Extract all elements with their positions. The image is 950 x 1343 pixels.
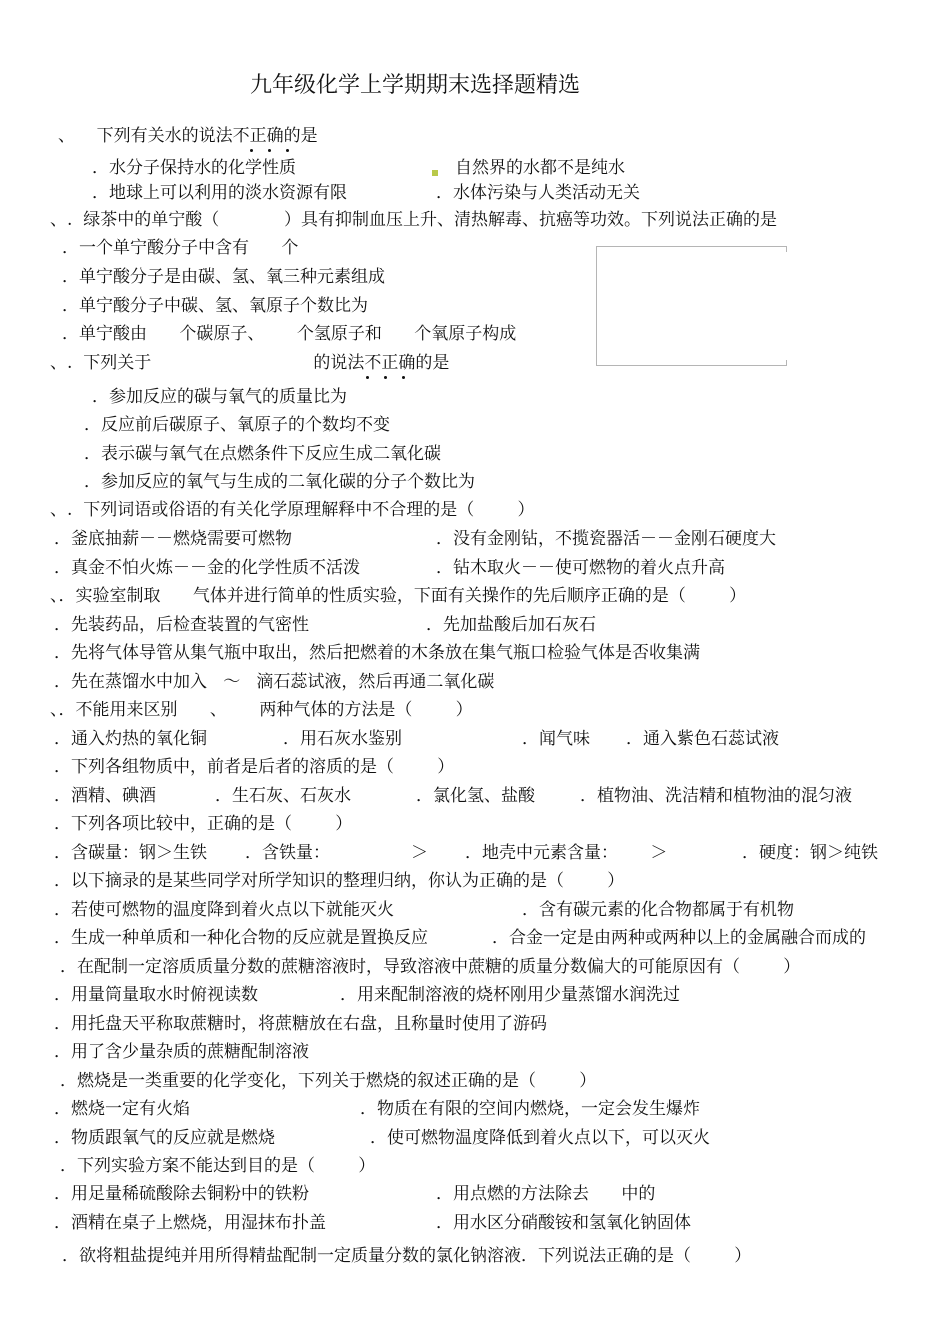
question-13: ．欲将粗盐提纯并用所得精盐配制一定质量分数的氯化钠溶液．下列说法正确的是（ ）: [62, 1246, 752, 1266]
emphasis-dot: [384, 376, 387, 379]
option-12a: ．用足量稀硫酸除去铜粉中的铁粉: [54, 1184, 309, 1204]
option-3c: ．表示碳与氧气在点燃条件下反应生成二氧化碳: [84, 444, 441, 464]
frame-edge: [786, 246, 787, 252]
option-9b: ．含有碳元素的化合物都属于有机物: [522, 900, 794, 920]
option-8c: ．地壳中元素含量： ＞: [465, 843, 668, 863]
emphasis-dot: [402, 376, 405, 379]
highlight-marker: [432, 170, 438, 176]
option-7c: ．氯化氢、盐酸: [416, 786, 535, 806]
emphasis-dot: [286, 149, 289, 152]
option-1d: ．水体污染与人类活动无关: [436, 183, 640, 203]
question-7: ．下列各组物质中，前者是后者的溶质的是（ ）: [54, 757, 455, 777]
option-1b: 自然界的水都不是纯水: [455, 158, 625, 178]
option-3d: ．参加反应的氧气与生成的二氧化碳的分子个数比为: [84, 472, 475, 492]
option-9d: ．合金一定是由两种或两种以上的金属融合而成的: [492, 928, 866, 948]
option-8a: ．含碳量：钢＞生铁: [54, 843, 207, 863]
option-9c: ．生成一种单质和一种化合物的反应就是置换反应: [54, 928, 428, 948]
option-4d: ．钻木取火－－使可燃物的着火点升高: [436, 558, 725, 578]
option-6b: ．用石灰水鉴别: [283, 729, 402, 749]
option-3a: ．参加反应的碳与氧气的质量比为: [92, 387, 347, 407]
option-10b: ．用来配制溶液的烧杯刚用少量蒸馏水润洗过: [340, 985, 680, 1005]
question-3: 、. 下列关于 的说法不正确的是: [50, 353, 450, 373]
emphasis-dot: [250, 149, 253, 152]
option-11d: ．使可燃物温度降低到着火点以下，可以灭火: [370, 1128, 710, 1148]
option-6c: ．闻气味: [522, 729, 590, 749]
option-8d: ．硬度：钢＞纯铁: [742, 843, 878, 863]
option-2c: ．单宁酸分子中碳、氢、氧原子个数比为: [62, 296, 368, 316]
emphasis-dot: [366, 376, 369, 379]
option-6d: ．通入紫色石蕊试液: [626, 729, 779, 749]
question-2: 、. 绿茶中的单宁酸（ ）具有抑制血压上升、清热解毒、抗癌等功效。下列说法正确的是: [50, 210, 778, 230]
option-2d: ．单宁酸由 个碳原子、 个氢原子和 个氧原子构成: [62, 324, 517, 344]
question-1: 、 下列有关水的说法不正确的是: [58, 126, 318, 146]
question-5: 、．实验室制取 气体并进行简单的性质实验，下面有关操作的先后顺序正确的是（ ）: [50, 586, 747, 606]
option-11a: ．燃烧一定有火焰: [54, 1099, 190, 1119]
question-6: 、．不能用来区别 、 两种气体的方法是（ ）: [50, 700, 473, 720]
option-5d: ．先在蒸馏水中加入 ～ 滴石蕊试液，然后再通二氧化碳: [54, 672, 495, 692]
page-title: 九年级化学上学期期末选择题精选: [250, 73, 581, 98]
option-4a: ．釜底抽薪－－燃烧需要可燃物: [54, 529, 292, 549]
option-9a: ．若使可燃物的温度降到着火点以下就能灭火: [54, 900, 394, 920]
option-10a: ．用量筒量取水时俯视读数: [54, 985, 258, 1005]
option-1c: ．地球上可以利用的淡水资源有限: [92, 183, 347, 203]
option-7a: ．酒精、碘酒: [54, 786, 156, 806]
option-5a: ．先装药品，后检查装置的气密性: [54, 615, 309, 635]
frame-edge: [786, 360, 787, 366]
option-4b: ．没有金刚钻，不揽瓷器活－－金刚石硬度大: [436, 529, 776, 549]
option-3b: ．反应前后碳原子、氧原子的个数均不变: [84, 415, 390, 435]
question-11: ．燃烧是一类重要的化学变化，下列关于燃烧的叙述正确的是（ ）: [60, 1071, 597, 1091]
question-8: ．下列各项比较中，正确的是（ ）: [54, 814, 353, 834]
question-9: ．以下摘录的是某些同学对所学知识的整理归纳，你认为正确的是（ ）: [54, 871, 625, 891]
structure-figure-frame: [596, 246, 786, 366]
option-2a: ．一个单宁酸分子中含有 个: [62, 238, 299, 258]
option-11c: ．物质跟氧气的反应就是燃烧: [54, 1128, 275, 1148]
option-11b: ．物质在有限的空间内燃烧，一定会发生爆炸: [360, 1099, 700, 1119]
question-4: 、. 下列词语或俗语的有关化学原理解释中不合理的是（ ）: [50, 500, 535, 520]
question-10: ．在配制一定溶质质量分数的蔗糖溶液时，导致溶液中蔗糖的质量分数偏大的可能原因有（ ）: [60, 957, 801, 977]
option-12c: ．酒精在桌子上燃烧，用湿抹布扑盖: [54, 1213, 326, 1233]
option-6a: ．通入灼热的氧化铜: [54, 729, 207, 749]
option-5b: ．先加盐酸后加石灰石: [426, 615, 596, 635]
emphasis-dot: [268, 149, 271, 152]
option-1a: ．水分子保持水的化学性质: [92, 158, 296, 178]
option-8b: ．含铁量： ＞: [245, 843, 429, 863]
question-12: ．下列实验方案不能达到目的是（ ）: [60, 1156, 376, 1176]
option-7d: ．植物油、洗洁精和植物油的混匀液: [580, 786, 852, 806]
option-12d: ．用水区分硝酸铵和氢氧化钠固体: [436, 1213, 691, 1233]
option-5c: ．先将气体导管从集气瓶中取出，然后把燃着的木条放在集气瓶口检验气体是否收集满: [54, 643, 700, 663]
option-4c: ．真金不怕火炼－－金的化学性质不活泼: [54, 558, 360, 578]
option-2b: ．单宁酸分子是由碳、氢、氧三种元素组成: [62, 267, 385, 287]
option-12b: ．用点燃的方法除去 中的: [436, 1184, 656, 1204]
option-10d: ．用了含少量杂质的蔗糖配制溶液: [54, 1042, 309, 1062]
option-7b: ．生石灰、石灰水: [215, 786, 351, 806]
option-10c: ．用托盘天平称取蔗糖时，将蔗糖放在右盘，且称量时使用了游码: [54, 1014, 547, 1034]
